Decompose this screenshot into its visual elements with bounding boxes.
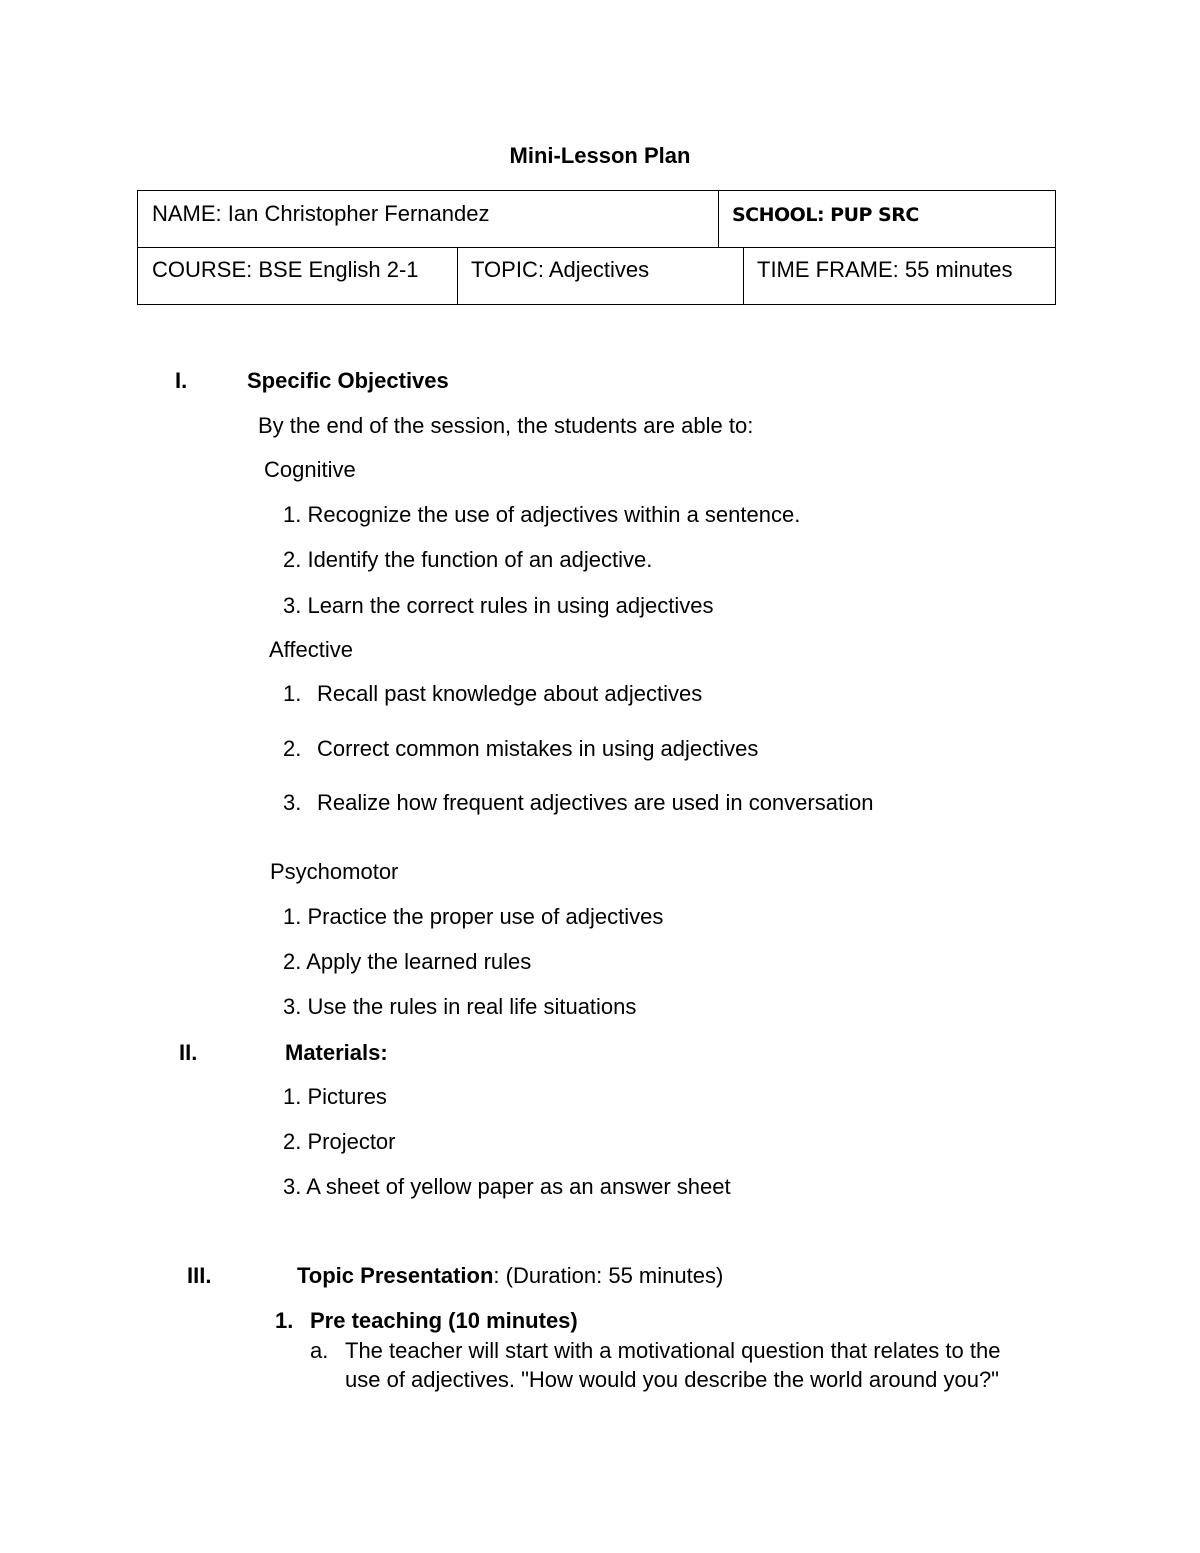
list-item: 2. Apply the learned rules	[283, 949, 532, 974]
time-frame-field: TIME FRAME: 55 minutes	[757, 257, 1013, 282]
list-item-number: 2.	[283, 736, 302, 761]
list-item: 1. Pictures	[283, 1084, 387, 1109]
section-heading-line	[297, 1263, 723, 1289]
section-numeral: I.	[175, 368, 188, 393]
subsection-number: 1.	[275, 1308, 294, 1333]
objectives-intro: By the end of the session, the students are able to:	[258, 413, 754, 438]
list-item-number: 1.	[283, 681, 302, 706]
list-item: 2. Identify the function of an adjective.	[283, 547, 653, 572]
list-item: Recall past knowledge about adjectives	[317, 681, 703, 706]
page-title: Mini-Lesson Plan	[509, 143, 691, 168]
section-heading: Specific Objectives	[247, 368, 449, 393]
topic-field: TOPIC: Adjectives	[471, 257, 650, 282]
list-item: 3. A sheet of yellow paper as an answer sheet	[283, 1174, 731, 1199]
list-item: Realize how frequent adjectives are used in conversation	[317, 790, 874, 815]
affective-label: Affective	[269, 637, 353, 662]
school-field: SCHOOL: PUP SRC	[732, 204, 919, 226]
name-field: NAME: Ian Christopher Fernandez	[152, 201, 490, 226]
list-item-number: 3.	[283, 790, 302, 815]
section-duration: : (Duration: 55 minutes)	[493, 1263, 724, 1288]
list-item-letter: a.	[310, 1338, 329, 1363]
section-numeral: II.	[179, 1040, 198, 1065]
list-item: Correct common mistakes in using adjectives	[317, 736, 759, 761]
section-heading: Materials:	[285, 1040, 388, 1065]
list-item: 1. Recognize the use of adjectives within a sentence.	[283, 502, 801, 527]
section-numeral: III.	[187, 1263, 212, 1288]
course-field: COURSE: BSE English 2-1	[152, 257, 419, 282]
psychomotor-label: Psychomotor	[270, 859, 399, 884]
list-item: 2. Projector	[283, 1129, 396, 1154]
list-item: 3. Learn the correct rules in using adjectives	[283, 593, 714, 618]
list-item: 3. Use the rules in real life situations	[283, 994, 637, 1019]
section-heading: Topic Presentation	[297, 1263, 494, 1288]
list-item: 1. Practice the proper use of adjectives	[283, 904, 664, 929]
subsection-heading: Pre teaching (10 minutes)	[310, 1308, 578, 1333]
list-item-line: The teacher will start with a motivational question that relates to the	[345, 1338, 1001, 1363]
list-item-line: use of adjectives. "How would you describe the world around you?"	[345, 1367, 999, 1392]
cognitive-label: Cognitive	[264, 457, 356, 482]
